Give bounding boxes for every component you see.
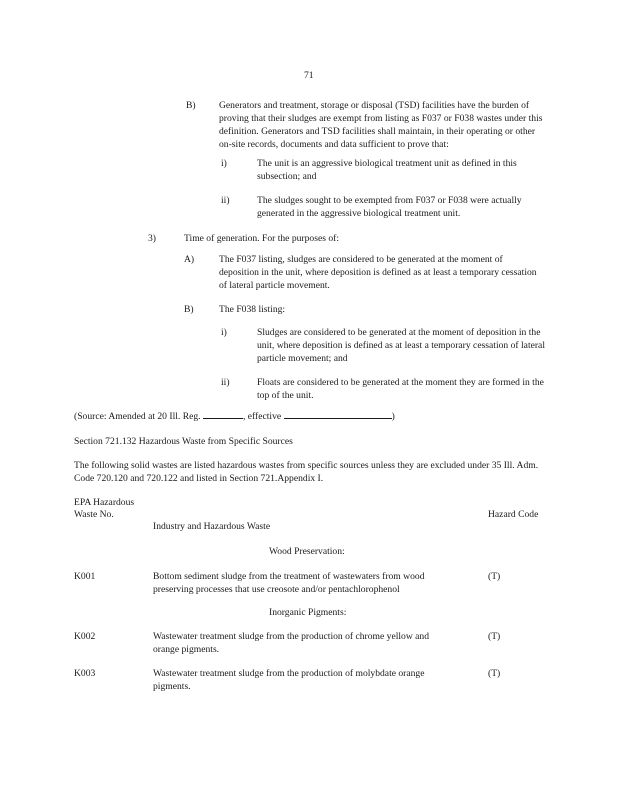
sub-label-i: i) xyxy=(221,158,227,169)
sub-item-ii-text: The sludges sought to be exempted from F037 or F038 were actually generated in the aggressive biological treatment unit. xyxy=(257,195,522,219)
waste-no-k001: K001 xyxy=(74,571,96,582)
col-header-epa-line1: EPA Hazardous xyxy=(74,497,135,508)
list-label-b: B) xyxy=(186,100,196,111)
waste-desc-k003: Wastewater treatment sludge from the production of molybdate orange pigments. xyxy=(153,668,425,692)
waste-no-k002: K002 xyxy=(74,631,96,642)
source-suffix: ) xyxy=(391,411,395,422)
item-3-text: Time of generation. For the purposes of: xyxy=(184,233,339,244)
group-heading-inorganic: Inorganic Pigments: xyxy=(269,607,347,618)
sub-label-i-2: i) xyxy=(221,327,227,338)
source-note xyxy=(74,409,395,423)
waste-desc-k002: Wastewater treatment sludge from the production of chrome yellow and orange pigments. xyxy=(153,631,430,655)
waste-no-k003: K003 xyxy=(74,668,96,679)
sub-label-ii-2: ii) xyxy=(221,377,230,388)
waste-desc-k001: Bottom sediment sludge from the treatment of wastewaters from wood preserving processes that use creosote and/or pentachlorophenol xyxy=(153,571,425,595)
col-header-epa-line2: Waste No. xyxy=(74,509,114,520)
list-label-3: 3) xyxy=(148,233,156,244)
list-label-a: A) xyxy=(184,254,195,265)
source-prefix: (Source: Amended at 20 Ill. Reg. xyxy=(74,411,201,422)
hazard-code-k002: (T) xyxy=(488,631,501,642)
sub-item-ii-2-text: Floats are considered to be generated at the moment they are formed in the top of the unit. xyxy=(257,377,544,401)
group-heading-wood: Wood Preservation: xyxy=(269,546,345,557)
hazard-code-k001: (T) xyxy=(488,571,501,582)
col-header-hazard-code: Hazard Code xyxy=(488,509,539,520)
list-label-b2: B) xyxy=(184,304,194,315)
section-heading: Section 721.132 Hazardous Waste from Specific Sources xyxy=(74,436,293,447)
col-header-industry: Industry and Hazardous Waste xyxy=(153,521,271,532)
sub-item-i-text: The unit is an aggressive biological treatment unit as defined in this subsection; and xyxy=(257,158,517,182)
sub-item-i-2-text: Sludges are considered to be generated at the moment of deposition in the unit, where deposition is defined as at least a temporary cessation of lateral particle movement; and xyxy=(257,327,545,364)
intro-paragraph: The following solid wastes are listed hazardous wastes from specific sources unless they are excluded under 35 Ill. Adm. Code 720.120 and 720.122 and listed in Section 721.Appendix I. xyxy=(74,460,539,484)
sub-label-ii: ii) xyxy=(221,195,230,206)
source-middle: , effective xyxy=(242,411,282,422)
effective-blank xyxy=(284,409,392,419)
hazard-code-k003: (T) xyxy=(488,668,501,679)
reg-blank xyxy=(203,409,243,419)
page-number: 71 xyxy=(304,70,314,81)
block-b-text: Generators and treatment, storage or disposal (TSD) facilities have the burden of proving that their sludges are exempt from listing as F037 or F038 wastes under this definition. Generators and TSD facilities shall maintain, in their operating or other on-site records, documents and data sufficient to prove that: xyxy=(219,100,543,150)
item-3a-text: The F037 listing, sludges are considered to be generated at the moment of deposition in the unit, where deposition is defined as at least a temporary cessation of lateral particle movement. xyxy=(219,254,537,291)
item-3b-text: The F038 listing: xyxy=(219,304,286,315)
